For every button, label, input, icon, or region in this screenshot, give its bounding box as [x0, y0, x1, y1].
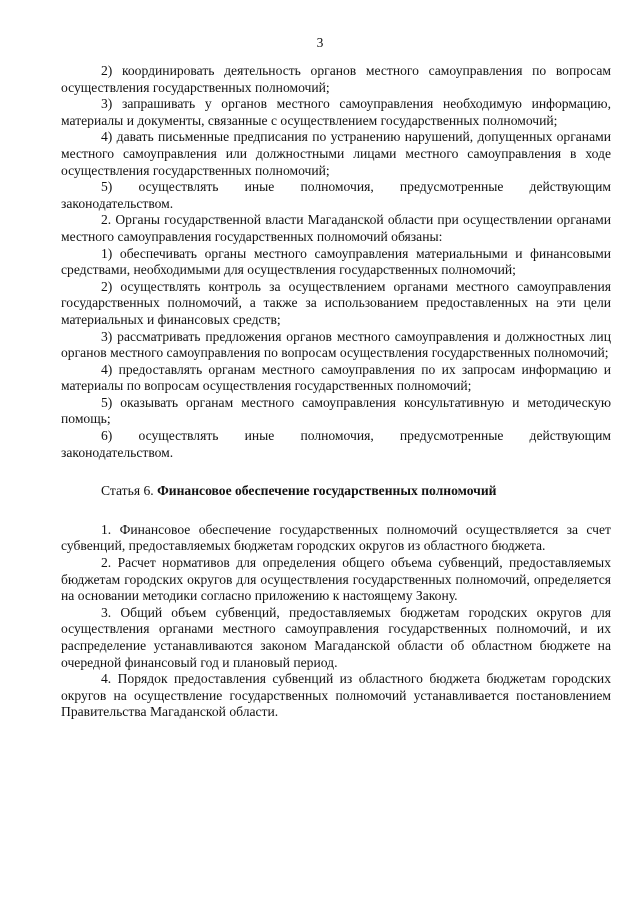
article-prefix: Статья 6.	[101, 483, 158, 499]
paragraph: 4. Порядок предоставления субвенций из областного бюджета бюджетам городских округов на осуществление государственных полномочий устанавливается постановлением Правительства Магаданской области.	[61, 671, 611, 720]
paragraph: 3) запрашивать у органов местного самоуправления необходимую информацию, материалы и документы, связанные с осуществлением государственных полномочий;	[61, 96, 611, 128]
paragraph: 3. Общий объем субвенций, предоставляемых бюджетам городских округов для осуществления органами местного самоуправления государственных полномочий, и их распределение устанавливаются законом Магаданской области об областном бюджете на очередной финансовый год и плановый период.	[61, 604, 611, 670]
paragraph: 5) оказывать органам местного самоуправления консультативную и методическую помощь;	[61, 394, 611, 427]
paragraph: 1) обеспечивать органы местного самоуправления материальными и финансовыми средствами, необходимыми для осуществления государственных полномочий;	[61, 245, 611, 278]
paragraph: 4) давать письменные предписания по устранению нарушений, допущенных органами местного самоуправления или должностными лицами местного самоуправления в ходе осуществления государственных полномочий;	[61, 129, 611, 178]
paragraph: 4) предоставлять органам местного самоуправления по их запросам информацию и материалы по вопросам осуществления государственных полномочий;	[61, 361, 611, 394]
paragraph: 3) рассматривать предложения органов местного самоуправления и должностных лиц органов местного самоуправления по вопросам осуществления государственных полномочий;	[61, 328, 611, 361]
paragraph: 5) осуществлять иные полномочия, предусмотренные действующим законодательством.	[61, 179, 611, 211]
paragraph: 1. Финансовое обеспечение государственных полномочий осуществляется за счет субвенций, предоставляемых бюджетам городских округов из областного бюджета.	[61, 521, 611, 554]
paragraph: 2. Расчет нормативов для определения общего объема субвенций, предоставляемых бюджетам городских округов для осуществления государственных полномочий, определяется на основании методики согласно приложению к настоящему Закону.	[61, 555, 611, 604]
article-title: Финансовое обеспечение государственных полномочий	[157, 483, 497, 499]
page-number: 3	[316, 35, 324, 50]
paragraph: 2) осуществлять контроль за осуществлением органами местного самоуправления государственных полномочий, а также за использованием предоставленных на эти цели материальных и финансовых средств;	[61, 278, 611, 327]
article-heading	[61, 483, 611, 500]
paragraph: 2. Органы государственной власти Магаданской области при осуществлении органами местного самоуправления государственных полномочий обязаны:	[61, 212, 611, 244]
paragraph: 6) осуществлять иные полномочия, предусмотренные действующим законодательством.	[61, 428, 611, 460]
paragraph: 2) координировать деятельность органов местного самоуправления по вопросам осуществления государственных полномочий;	[61, 63, 611, 95]
document-body	[61, 63, 611, 721]
